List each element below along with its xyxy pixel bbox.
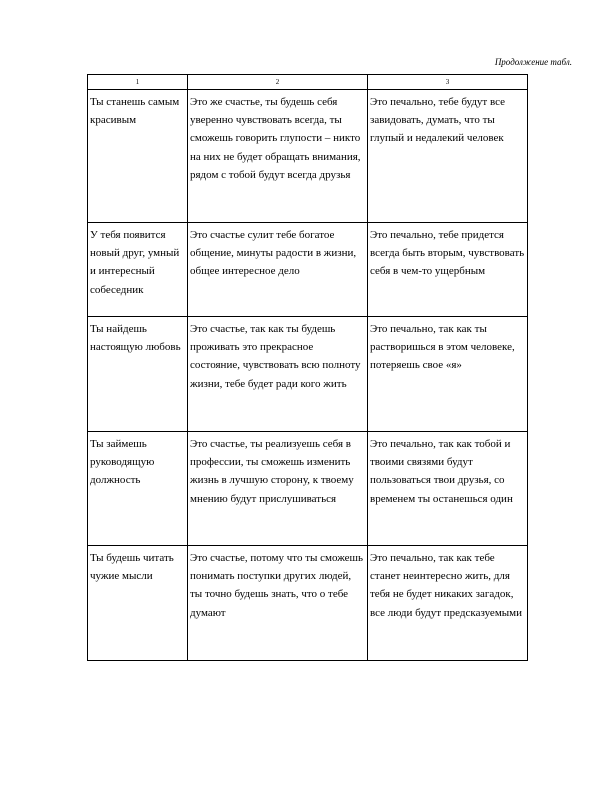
- happiness-text: Это счастье сулит тебе богатое общение, минуты радости в жизни, общее интересное дело: [190, 229, 357, 278]
- sadness-cell: [368, 546, 528, 661]
- event-text: Ты найдешь настоящую любовь: [90, 323, 181, 354]
- happiness-cell: [188, 432, 368, 546]
- sadness-text: Это печально, тебе будут все завидовать, думать, что ты глупый и недалекий человек: [370, 96, 506, 145]
- sadness-cell: [368, 432, 528, 546]
- event-cell: [88, 90, 188, 223]
- sadness-text: Это печально, так как ты растворишься в этом человеке, потеряешь свое «я»: [370, 323, 515, 372]
- sadness-text: Это печально, тебе придется всегда быть вторым, чувствовать себя в чем-то ущербным: [370, 229, 525, 278]
- event-cell: [88, 317, 188, 432]
- event-cell: [88, 223, 188, 317]
- table-row: [88, 90, 528, 223]
- sadness-cell: [368, 223, 528, 317]
- happiness-text: Это же счастье, ты будешь себя уверенно чувствовать всегда, ты сможешь говорить глупости – никто на них не будет обращать внимания, рядом с тобой будут всегда друзья: [190, 96, 361, 181]
- event-cell: [88, 546, 188, 661]
- table-row: [88, 432, 528, 546]
- column-number-2: 2: [188, 75, 368, 90]
- happiness-cell: [188, 223, 368, 317]
- happiness-text: Это счастье, ты реализуешь себя в профессии, ты сможешь изменить жизнь в лучшую сторону, к твоему мнению будут прислушиваться: [190, 438, 354, 505]
- happiness-text: Это счастье, потому что ты сможешь понимать поступки других людей, ты точно будешь знать, что о тебе думают: [190, 552, 364, 619]
- column-number-1: 1: [88, 75, 188, 90]
- column-number-3: 3: [368, 75, 528, 90]
- table-row: [88, 317, 528, 432]
- column-number-row: [88, 75, 528, 90]
- happiness-cell: [188, 317, 368, 432]
- sadness-cell: [368, 90, 528, 223]
- sadness-text: Это печально, так как тобой и твоими связями будут пользоваться твои друзья, со временем ты останешься один: [370, 438, 513, 505]
- event-text: У тебя появится новый друг, умный и интересный собеседник: [90, 229, 180, 296]
- event-text: Ты станешь самым красивым: [90, 96, 180, 127]
- continuation-caption: Продолжение табл.: [494, 57, 572, 67]
- sadness-cell: [368, 317, 528, 432]
- situations-table: [87, 74, 528, 661]
- event-cell: [88, 432, 188, 546]
- table-row: [88, 546, 528, 661]
- sadness-text: Это печально, так как тебе станет неинтересно жить, для тебя не будет никаких загадок, все люди будут предсказуемыми: [370, 552, 523, 619]
- event-text: Ты займешь руководящую должность: [90, 438, 155, 487]
- happiness-text: Это счастье, так как ты будешь проживать это прекрасное состояние, чувствовать всю полноту жизни, тебе будет ради кого жить: [190, 323, 361, 390]
- table-row: [88, 223, 528, 317]
- happiness-cell: [188, 546, 368, 661]
- happiness-cell: [188, 90, 368, 223]
- event-text: Ты будешь читать чужие мысли: [90, 552, 174, 583]
